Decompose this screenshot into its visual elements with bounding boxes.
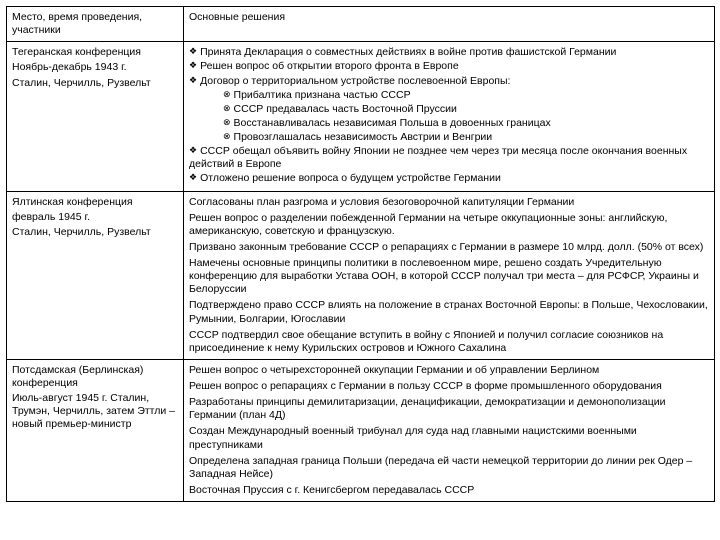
decisions-cell	[184, 191, 715, 359]
conference-date: февраль 1945 г.	[12, 210, 90, 223]
circled-x-bullet-icon: ⊗	[223, 131, 231, 141]
conference-title: Ялтинская конференция	[12, 195, 133, 208]
decision-paragraph: Решен вопрос о четырехсторонней оккупации Германии и об управлении Берлином	[189, 363, 600, 376]
decision-text: Решен вопрос об открытии второго фронта в Европе	[200, 60, 459, 73]
conference-participants: Сталин, Черчилль, Рузвельт	[12, 225, 151, 238]
decisions-cell	[184, 42, 715, 191]
decision-paragraph: Намечены основные принципы политики в послевоенном мире, решено создать Учредительную конференцию для выработки Устава ООН, в которой СССР получал три места – для РСФСР, Украины и Белоруссии	[189, 257, 699, 296]
table-row-tehran	[7, 42, 715, 191]
decision-paragraph: Решен вопрос о разделении побежденной Германии на четыре оккупационные зоны: английскую, американскую, советскую и французскую.	[189, 211, 668, 237]
decision-paragraph: Подтверждено право СССР влиять на положение в странах Восточной Европы: в Польше, Чехословакии, Румынии, Болгарии, Югославии	[189, 299, 708, 325]
decision-text: Провозглашалась независимость Австрии и Венгрии	[233, 131, 493, 143]
decision-paragraph: Определена западная граница Польши (передача ей части немецкой территории до линии рек Одер – Западная Нейсе)	[189, 454, 693, 480]
place-cell	[7, 191, 184, 359]
decision-subitem	[189, 131, 709, 144]
decision-text: СССР предавалась часть Восточной Пруссии	[233, 102, 457, 115]
conference-title: Тегеранская конференция	[12, 46, 141, 59]
circled-x-bullet-icon: ⊗	[223, 88, 231, 99]
diamond-bullet-icon: ❖	[189, 74, 198, 85]
conference-date-participants: Июль-август 1945 г. Сталин, Трумэн, Черчилль, затем Эттли – новый премьер-министр	[12, 392, 176, 431]
table-row-potsdam	[7, 359, 715, 501]
decision-subitem	[189, 89, 709, 102]
decision-paragraph: Восточная Пруссия с г. Кенигсбергом передавалась СССР	[189, 483, 475, 496]
place-cell	[7, 42, 184, 191]
decisions-cell	[184, 359, 715, 501]
table-header-row	[7, 7, 715, 42]
decision-item	[189, 46, 709, 59]
decision-paragraph: Разработаны принципы демилитаризации, денацификации, демократизации и демонополизации Германии (план 4Д)	[189, 396, 666, 422]
decision-text: Отложено решение вопроса о будущем устройстве Германии	[200, 172, 501, 185]
decision-paragraph: Согласованы план разгрома и условия безоговорочной капитуляции Германии	[189, 195, 575, 208]
header-place: Место, время проведения, участники	[7, 7, 184, 42]
conference-date: Ноябрь-декабрь 1943 г.	[12, 61, 127, 74]
decision-text: Восстанавливалась независимая Польша в довоенных границах	[233, 116, 551, 129]
circled-x-bullet-icon: ⊗	[223, 102, 231, 113]
decision-item	[189, 172, 709, 185]
diamond-bullet-icon: ❖	[189, 172, 198, 183]
decision-paragraph: Призвано законным требование СССР о репарациях с Германии в размере 10 млрд. долл. (50% от всех)	[189, 240, 704, 253]
decision-subitem	[189, 103, 709, 116]
header-decisions: Основные решения	[184, 7, 715, 42]
decision-paragraph: Создан Международный военный трибунал для суда над главными нацистскими военными преступниками	[189, 425, 637, 451]
diamond-bullet-icon: ❖	[189, 60, 198, 71]
decision-text: Прибалтика признана частью СССР	[233, 88, 411, 101]
decision-text: СССР обещал объявить войну Японии не позднее чем через три месяца после окончания военных действий в Европе	[189, 145, 688, 171]
decision-subitem	[189, 117, 709, 130]
place-cell	[7, 359, 184, 501]
decision-item	[189, 145, 709, 171]
decision-item	[189, 75, 709, 88]
decision-text: Договор о территориальном устройстве послевоенной Европы:	[200, 74, 511, 87]
circled-x-bullet-icon: ⊗	[223, 116, 231, 127]
decision-paragraph: СССР подтвердил свое обещание вступить в войну с Японией и получил согласие союзников на присоединение к нему Курильских островов и Южного Сахалина	[189, 328, 664, 354]
table-row-yalta	[7, 191, 715, 359]
conference-title: Потсдамская (Берлинская) конференция	[12, 363, 144, 389]
conference-participants: Сталин, Черчилль, Рузвельт	[12, 76, 151, 89]
diamond-bullet-icon: ❖	[189, 46, 198, 57]
diamond-bullet-icon: ❖	[189, 145, 198, 156]
decision-paragraph: Решен вопрос о репарациях с Германии в пользу СССР в форме промышленного оборудования	[189, 380, 662, 392]
decision-item	[189, 60, 709, 73]
decision-text: Принята Декларация о совместных действиях в войне против фашистской Германии	[200, 46, 617, 59]
conferences-table	[6, 6, 715, 502]
